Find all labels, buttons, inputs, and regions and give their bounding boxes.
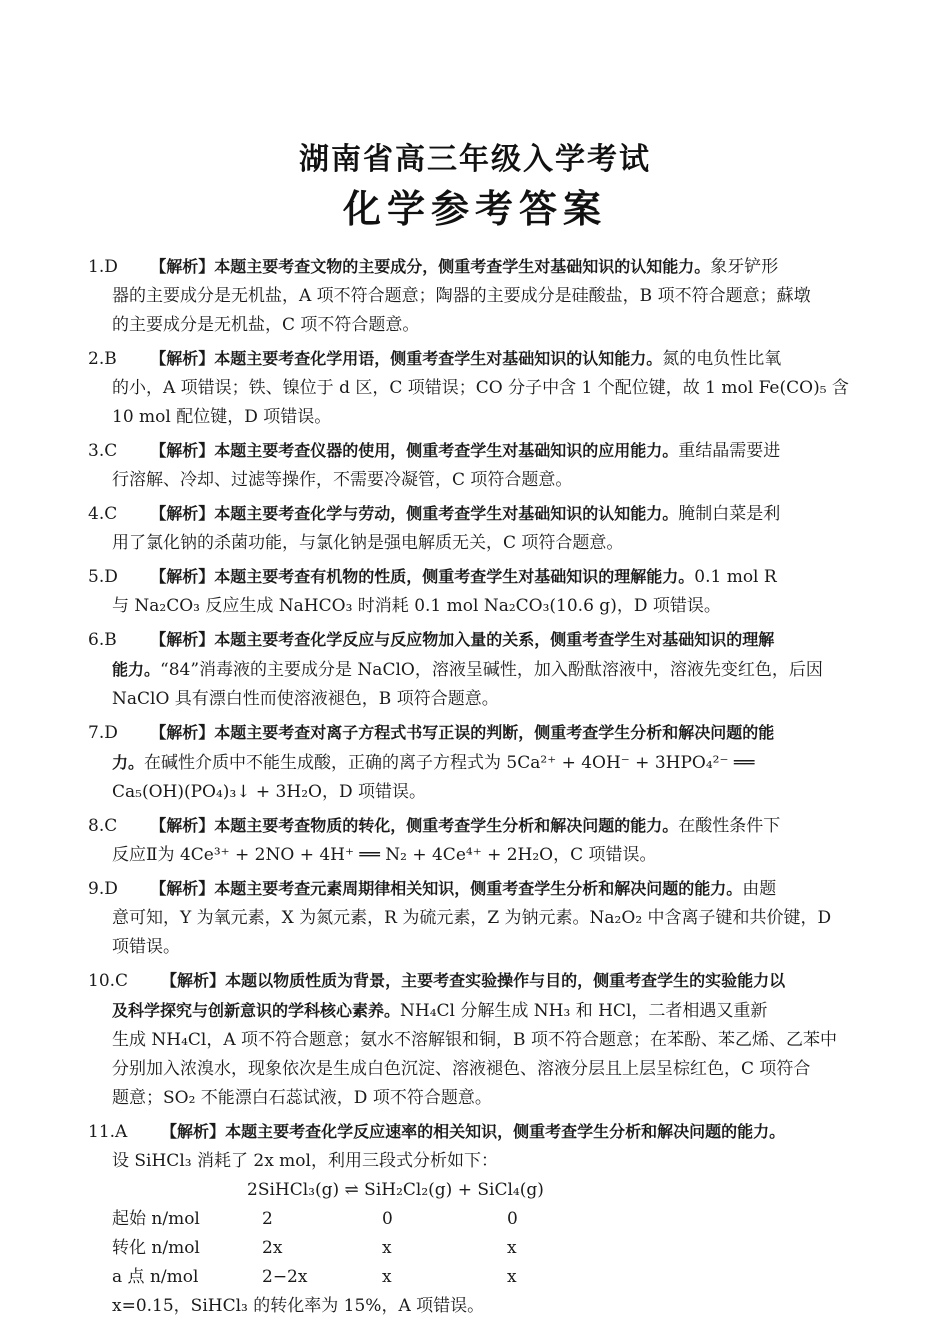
analysis-focus: 本题主要考查对离子方程式书写正误的判断，侧重考查学生分析和解决问题的能 — [214, 723, 775, 742]
analysis-tag: 【解析】 — [150, 879, 215, 898]
question-8 — [88, 811, 868, 870]
analysis-text: 意可知，Y 为氧元素，X 为氮元素，R 为硫元素，Z 为钠元素。Na₂O₂ 中含离子键和共价键，D — [112, 908, 832, 928]
analysis-text: NaClO 具有漂白性而使溶液褪色，B 项符合题意。 — [112, 689, 499, 709]
analysis-focus: 本题主要考查物质的转化，侧重考查学生分析和解决问题的能力。 — [214, 816, 679, 835]
analysis-text: 由题 — [742, 879, 777, 899]
cell-sicl4: x — [507, 1238, 517, 1258]
analysis-text: 与 Na₂CO₃ 反应生成 NaHCO₃ 时消耗 0.1 mol Na₂CO₃(10.6 g)，D 项错误。 — [112, 596, 721, 616]
question-number: 2. — [88, 349, 105, 369]
analysis-text: 象牙铲形 — [710, 257, 779, 277]
analysis-text: 用了氯化钠的杀菌功能，与氯化钠是强电解质无关，C 项符合题意。 — [112, 533, 624, 553]
table-row — [112, 1205, 868, 1234]
analysis-focus: 本题主要考查化学用语，侧重考查学生对基础知识的认知能力。 — [214, 349, 663, 368]
cell-sihcl3: 2−2x — [262, 1267, 308, 1287]
row-label: a 点 n/mol — [112, 1267, 199, 1287]
analysis-focus: 本题主要考查文物的主要成分，侧重考查学生对基础知识的认知能力。 — [214, 257, 711, 276]
analysis-tag: 【解析】 — [161, 971, 226, 990]
question-3 — [88, 436, 868, 495]
analysis-tag: 【解析】 — [150, 816, 215, 835]
question-number: 6. — [88, 630, 105, 650]
analysis-text: 的小，A 项错误；铁、镍位于 d 区，C 项错误；CO 分子中含 1 个配位键，故 1 mol Fe(CO)₅ 含 — [112, 378, 849, 398]
analysis-tag: 【解析】 — [150, 441, 215, 460]
question-number: 11. — [88, 1122, 116, 1142]
answer-letter: C — [104, 441, 118, 461]
analysis-focus-cont: 及科学探究与创新意识的学科核心素养。 — [112, 1001, 401, 1020]
analysis-focus: 本题以物质性质为背景，主要考查实验操作与目的，侧重考查学生的实验能力以 — [225, 971, 786, 990]
analysis-text: 生成 NH₄Cl，A 项不符合题意；氨水不溶解银和铜，B 项不符合题意；在苯酚、苯乙烯、乙苯中 — [112, 1030, 837, 1050]
three-stage-table — [112, 1176, 868, 1292]
answer-letter: B — [104, 349, 117, 369]
analysis-focus: 本题主要考查仪器的使用，侧重考查学生对基础知识的应用能力。 — [214, 441, 679, 460]
question-1 — [88, 252, 868, 340]
analysis-tag: 【解析】 — [150, 504, 215, 523]
question-number: 3. — [88, 441, 105, 461]
analysis-text: 行溶解、冷却、过滤等操作，不需要冷凝管，C 项符合题意。 — [112, 470, 573, 490]
question-2 — [88, 344, 868, 432]
cell-sicl4: x — [507, 1267, 517, 1287]
question-number: 4. — [88, 504, 105, 524]
analysis-focus-cont: 力。 — [112, 753, 145, 772]
analysis-text: 在碱性介质中不能生成酸，正确的离子方程式为 5Ca²⁺ + 4OH⁻ + 3HPO₄²⁻ ══ — [144, 753, 755, 773]
question-4 — [88, 499, 868, 558]
analysis-text: 10 mol 配位键，D 项错误。 — [112, 407, 332, 427]
analysis-focus: 本题主要考查元素周期律相关知识，侧重考查学生分析和解决问题的能力。 — [214, 879, 743, 898]
analysis-text: 器的主要成分是无机盐，A 项不符合题意；陶器的主要成分是硅酸盐，B 项不符合题意；蘇墩 — [112, 286, 811, 306]
analysis-tag: 【解析】 — [150, 567, 215, 586]
row-label: 转化 n/mol — [112, 1238, 200, 1258]
answer-letter: B — [104, 630, 117, 650]
answer-letter: D — [104, 879, 118, 899]
question-6 — [88, 625, 868, 714]
cell-sih2cl2: x — [382, 1267, 392, 1287]
analysis-focus: 本题主要考查化学反应速率的相关知识，侧重考查学生分析和解决问题的能力。 — [225, 1122, 786, 1141]
reaction-equation: 2SiHCl₃(g) ⇌ SiH₂Cl₂(g) + SiCl₄(g) — [247, 1180, 544, 1200]
question-number: 7. — [88, 723, 105, 743]
question-number: 9. — [88, 879, 105, 899]
analysis-text: 反应Ⅱ为 4Ce³⁺ + 2NO + 4H⁺ ══ N₂ + 4Ce⁴⁺ + 2H₂O，C 项错误。 — [112, 845, 657, 865]
question-9 — [88, 874, 868, 962]
analysis-tag: 【解析】 — [150, 257, 215, 276]
cell-sih2cl2: 0 — [382, 1209, 393, 1229]
question-11 — [88, 1117, 868, 1321]
answer-letter: D — [104, 567, 118, 587]
question-7 — [88, 718, 868, 807]
question-number: 5. — [88, 567, 105, 587]
table-row — [112, 1234, 868, 1263]
analysis-text: 氮的电负性比氧 — [662, 349, 782, 369]
analysis-text: 0.1 mol R — [694, 567, 777, 587]
cell-sicl4: 0 — [507, 1209, 518, 1229]
analysis-focus: 本题主要考查化学与劳动，侧重考查学生对基础知识的认知能力。 — [214, 504, 679, 523]
answer-letter: A — [115, 1122, 128, 1142]
cell-sih2cl2: x — [382, 1238, 392, 1258]
analysis-tag: 【解析】 — [150, 349, 215, 368]
question-number: 1. — [88, 257, 105, 277]
analysis-text: 设 SiHCl₃ 消耗了 2x mol，利用三段式分析如下： — [112, 1151, 498, 1171]
analysis-text: 题意；SO₂ 不能漂白石蕊试液，D 项不符合题意。 — [112, 1088, 492, 1108]
table-row — [112, 1263, 868, 1292]
answer-letter: D — [104, 723, 118, 743]
analysis-focus-cont: 能力。 — [112, 660, 161, 679]
answer-letter: C — [104, 816, 118, 836]
row-label: 起始 n/mol — [112, 1209, 200, 1229]
analysis-text: 在酸性条件下 — [678, 816, 781, 836]
analysis-text: 项错误。 — [112, 937, 180, 957]
analysis-text: 重结晶需要进 — [678, 441, 781, 461]
analysis-focus: 本题主要考查有机物的性质，侧重考查学生对基础知识的理解能力。 — [214, 567, 695, 586]
answer-letter: C — [115, 971, 129, 991]
equation-row — [112, 1176, 868, 1205]
analysis-focus: 本题主要考查化学反应与反应物加入量的关系，侧重考查学生对基础知识的理解 — [214, 630, 775, 649]
cell-sihcl3: 2 — [262, 1209, 273, 1229]
question-5 — [88, 562, 868, 621]
answer-letter: D — [104, 257, 118, 277]
analysis-tag: 【解析】 — [150, 630, 215, 649]
answer-letter: C — [104, 504, 118, 524]
exam-title: 湖南省高三年级入学考试 — [299, 142, 651, 177]
analysis-text: 分别加入浓溴水，现象依次是生成白色沉淀、溶液褪色、溶液分层且上层呈棕红色，C 项符合 — [112, 1059, 811, 1079]
analysis-text: 的主要成分是无机盐，C 项不符合题意。 — [112, 315, 420, 335]
analysis-tag: 【解析】 — [161, 1122, 226, 1141]
cell-sihcl3: 2x — [262, 1238, 283, 1258]
question-10 — [88, 966, 868, 1113]
question-number: 10. — [88, 971, 116, 991]
answer-key-title: 化学参考答案 — [342, 187, 607, 231]
analysis-text: “84”消毒液的主要成分是 NaClO，溶液呈碱性，加入酚酞溶液中，溶液先变红色，后因 — [160, 660, 823, 680]
analysis-tag: 【解析】 — [150, 723, 215, 742]
conclusion-text: x=0.15，SiHCl₃ 的转化率为 15%，A 项错误。 — [112, 1296, 485, 1316]
analysis-text: Ca₅(OH)(PO₄)₃↓ + 3H₂O，D 项错误。 — [112, 782, 426, 802]
analysis-text: 腌制白菜是利 — [678, 504, 781, 524]
question-number: 8. — [88, 816, 105, 836]
answer-list — [88, 252, 868, 1325]
analysis-text: NH₄Cl 分解生成 NH₃ 和 HCl，二者相遇又重新 — [400, 1001, 768, 1021]
